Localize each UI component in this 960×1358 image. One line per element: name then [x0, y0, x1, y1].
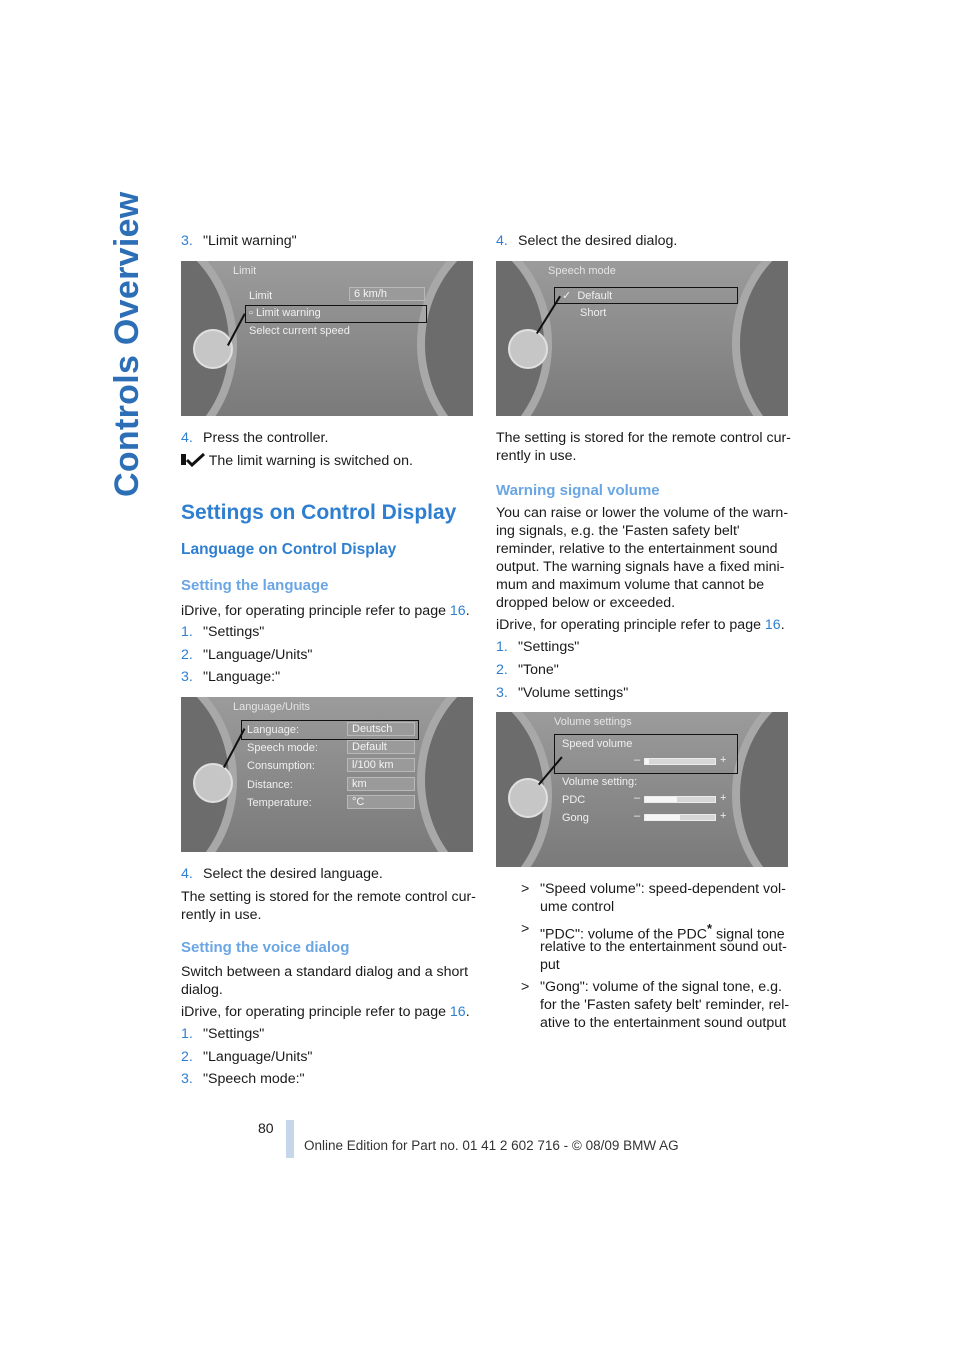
bullet-marker: >: [521, 979, 530, 995]
step-number: 3.: [181, 669, 193, 685]
step-select-language: [181, 865, 383, 883]
optional-equipment-star-icon: *: [706, 921, 713, 936]
speed-volume-bar: [644, 758, 716, 765]
voice-step-1: [181, 1025, 264, 1043]
step-number: 4.: [181, 866, 193, 882]
step-text: "Speech mode:": [203, 1071, 305, 1087]
heading-settings-control-display: Settings on Control Display: [181, 501, 457, 524]
step-number: 1.: [496, 639, 508, 655]
bullet-marker: >: [521, 881, 530, 897]
voice-step-2: [181, 1048, 312, 1066]
highlight-box: [245, 305, 427, 323]
step-number: 3.: [181, 1071, 193, 1087]
step-text: Select the desired dialog.: [518, 233, 678, 249]
step-text: Press the controller.: [203, 430, 329, 446]
check-icon: ✓: [562, 290, 572, 302]
step-limit-warning: [181, 232, 297, 250]
screen-distance-value: km: [347, 777, 415, 791]
lang-step-3: [181, 668, 280, 686]
step-number: 4.: [181, 430, 193, 446]
stored-note-line1: The setting is stored for the remote control cur-: [181, 889, 476, 905]
heading-setting-language: Setting the language: [181, 577, 329, 594]
step-text: "Volume settings": [518, 685, 629, 701]
step-number: 1.: [181, 624, 193, 640]
screen-row-consumption: Consumption:: [247, 760, 315, 772]
screen-row-language: Language:: [247, 724, 299, 736]
bullet-text-line: relative to the entertainment sound out-: [540, 939, 787, 955]
minus-icon: –: [634, 792, 641, 804]
plus-icon: +: [720, 792, 727, 804]
step-number: 3.: [496, 685, 508, 701]
warning-text-line: output. The warning signals have a fixed mini-: [496, 559, 785, 575]
step-text: "Language/Units": [203, 1049, 313, 1065]
screen-option-short: Short: [580, 307, 607, 319]
heading-warning-signal-volume: Warning signal volume: [496, 482, 660, 499]
screen-limit-value: 6 km/h: [349, 287, 425, 301]
stored-note-line1: The setting is stored for the remote control cur-: [496, 430, 791, 446]
screen-bezel-right: [417, 697, 473, 852]
minus-icon: –: [634, 754, 641, 766]
heading-voice-dialog: Setting the voice dialog: [181, 939, 350, 956]
screen-speech-value: Default: [347, 740, 415, 754]
lang-step-1: [181, 623, 264, 641]
bullet-text-line: "Speed volume": speed-dependent vol-: [540, 881, 786, 897]
page-link[interactable]: 16: [449, 1004, 466, 1020]
screen-temperature-value: °C: [347, 795, 415, 809]
screen-bezel-right: [732, 261, 788, 416]
voice-step-3: [181, 1070, 305, 1088]
screenshot-speech-mode: [496, 261, 788, 416]
footer-edition-text: Online Edition for Part no. 01 41 2 602 716 - © 08/09 BMW AG: [304, 1138, 679, 1153]
checkmark-icon: [181, 453, 205, 467]
bullet-text-line: ume control: [540, 899, 615, 915]
step-number: 1.: [181, 1026, 193, 1042]
stored-note-line2: rently in use.: [496, 448, 577, 464]
step-text: "Language/Units": [203, 647, 313, 663]
screen-volume-setting-label: Volume setting:: [562, 776, 638, 788]
idrive-text: iDrive, for operating principle refer to page: [496, 617, 765, 633]
screen-language-value: Deutsch: [347, 722, 415, 736]
screen-row-limit: Limit: [249, 290, 273, 302]
screenshot-volume-settings: [496, 712, 788, 867]
warning-text-line: ing signals, e.g. the 'Fasten safety belt': [496, 523, 740, 539]
idrive-reference: [496, 616, 785, 634]
bullet-text-line: ative to the entertainment sound output: [540, 1015, 787, 1031]
voice-text-line2: dialog.: [181, 982, 223, 998]
sidebar-title-text: Controls Overview: [108, 191, 146, 497]
controller-knob-icon: [508, 329, 548, 369]
idrive-text-end: .: [780, 617, 785, 633]
bullet-text: "PDC": volume of the PDC: [540, 926, 707, 943]
bullet-text-line: put: [540, 957, 560, 973]
controller-knob-icon: [508, 778, 548, 818]
vol-step-1: [496, 638, 579, 656]
section-sidebar-title: [108, 191, 154, 515]
screen-consumption-value: l/100 km: [347, 758, 415, 772]
screen-title: Limit: [233, 265, 257, 277]
pdc-volume-level: [645, 797, 677, 802]
footer-accent-bar: [286, 1120, 294, 1158]
screen-bezel-right: [732, 712, 788, 867]
heading-language-control-display: Language on Control Display: [181, 541, 397, 558]
idrive-reference: [181, 602, 470, 620]
step-number: 3.: [181, 233, 193, 249]
step-number: 2.: [496, 662, 508, 678]
step-text: "Limit warning": [203, 233, 297, 249]
plus-icon: +: [720, 754, 727, 766]
screen-row-limit-warning-label: Limit warning: [255, 307, 321, 319]
screen-option-default-label: Default: [577, 290, 613, 302]
step-text: "Settings": [203, 624, 265, 640]
check-note-text: The limit warning is switched on.: [208, 453, 413, 469]
bullet-text-line: "Gong": volume of the signal tone, e.g.: [540, 979, 782, 995]
step-text: "Tone": [518, 662, 559, 678]
vol-step-3: [496, 684, 628, 702]
screen-title: Volume settings: [554, 716, 632, 728]
page-link[interactable]: 16: [764, 617, 781, 633]
warning-text-line: dropped below or exceeded.: [496, 595, 676, 611]
screen-pdc-label: PDC: [562, 794, 586, 806]
step-number: 2.: [181, 647, 193, 663]
gong-volume-level: [645, 815, 680, 820]
page-link[interactable]: 16: [449, 603, 466, 619]
screen-bezel-right: [417, 261, 473, 416]
highlight-box: [554, 287, 738, 304]
screen-row-speech: Speech mode:: [247, 742, 318, 754]
step-text: "Settings": [203, 1026, 265, 1042]
bullet-marker: >: [521, 921, 530, 937]
pdc-volume-bar: [644, 796, 716, 803]
step-text: Select the desired language.: [203, 866, 383, 882]
idrive-reference: [181, 1003, 470, 1021]
step-select-dialog: [496, 232, 677, 250]
vol-step-2: [496, 661, 559, 679]
minus-icon: –: [634, 810, 641, 822]
screen-gong-label: Gong: [562, 812, 589, 824]
idrive-text: iDrive, for operating principle refer to page: [181, 1004, 450, 1020]
step-text: "Language:": [203, 669, 281, 685]
step-number: 2.: [181, 1049, 193, 1065]
plus-icon: +: [720, 810, 727, 822]
screen-row-limit-warning: ▫ Limit warning: [249, 307, 321, 319]
speed-volume-level: [645, 759, 649, 764]
warning-text-line: You can raise or lower the volume of the warn-: [496, 505, 789, 521]
screenshot-limit: [181, 261, 473, 416]
bullet-text: signal tone: [712, 926, 785, 943]
gong-volume-bar: [644, 814, 716, 821]
screen-title: Language/Units: [233, 701, 311, 713]
idrive-text: iDrive, for operating principle refer to page: [181, 603, 450, 619]
screen-row-select-speed: Select current speed: [249, 325, 350, 337]
step-text: "Settings": [518, 639, 580, 655]
warning-text-line: reminder, relative to the entertainment sound: [496, 541, 778, 557]
controller-knob-icon: [193, 329, 233, 369]
idrive-text-end: .: [465, 1004, 470, 1020]
idrive-text-end: .: [465, 603, 470, 619]
bullet-text-line: for the 'Fasten safety belt' reminder, rel-: [540, 997, 790, 1013]
screen-speed-volume-label: Speed volume: [562, 738, 633, 750]
voice-text-line1: Switch between a standard dialog and a short: [181, 964, 469, 980]
warning-text-line: mum and maximum volume that cannot be: [496, 577, 765, 593]
screen-row-temperature: Temperature:: [247, 797, 312, 809]
stored-note-line2: rently in use.: [181, 907, 262, 923]
controller-knob-icon: [193, 763, 233, 803]
highlight-box: [241, 720, 419, 740]
screen-row-distance: Distance:: [247, 779, 293, 791]
step-number: 4.: [496, 233, 508, 249]
screen-title: Speech mode: [548, 265, 616, 277]
step-press-controller: [181, 429, 328, 447]
check-note: [181, 452, 413, 470]
page-number: 80: [258, 1120, 274, 1136]
screenshot-language-units: [181, 697, 473, 852]
lang-step-2: [181, 646, 312, 664]
